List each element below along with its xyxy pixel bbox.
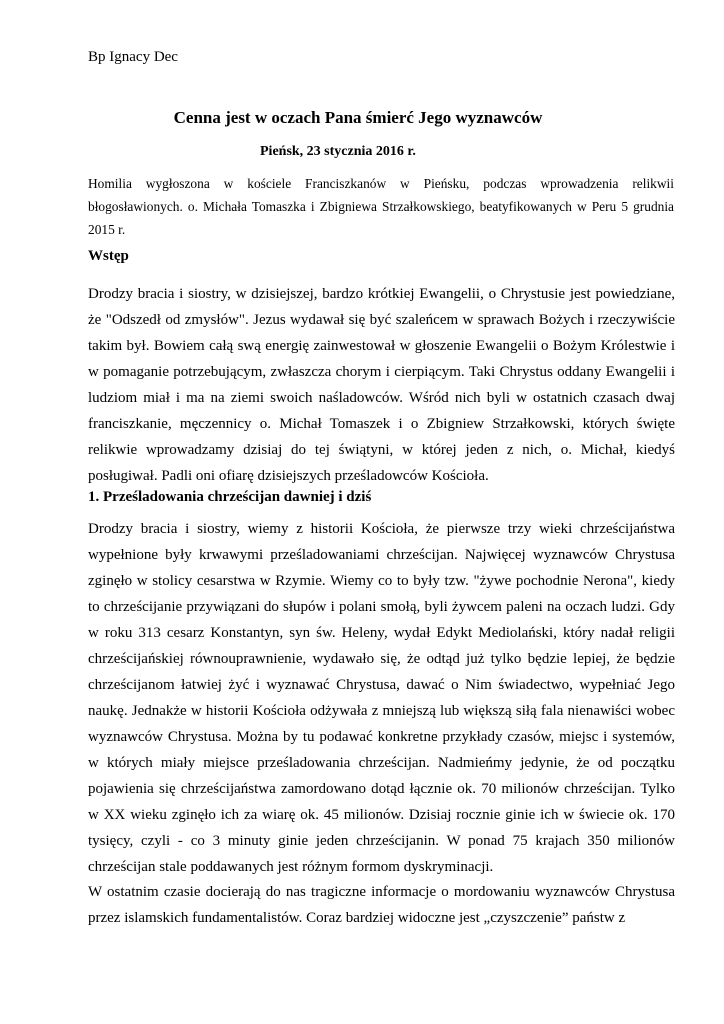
section-heading-persecutions: 1. Prześladowania chrześcijan dawniej i dziś	[88, 489, 372, 505]
place-date: Pieńsk, 23 stycznia 2016 r.	[260, 144, 416, 159]
document-title	[0, 108, 724, 128]
section-paragraph-persecutions: Drodzy bracia i siostry, wiemy z historii Kościoła, że pierwsze trzy wieki chrześcijaństwa wypełnione były krwawymi prześladowaniami chrześcijan. Najwięcej wyznawców Chrystusa zginęło w stolicy cesarstwa w Rzymie. Wiemy co to były tzw. "żywe pochodnie Nerona", kiedy to chrześcijanie przywiązani do słupów i polani smołą, byli żywcem paleni na oczach ludzi. Gdy w roku 313 cesarz Konstantyn, syn św. Heleny, wydał Edykt Mediolański, który nadał religii chrześcijańskiej równouprawnienie, wydawało się, że odtąd już tylko będzie lepiej, że będzie chrześcijanom łatwiej żyć i wyznawać Chrystusa, dawać o Nim świadectwo, wypełniać Jego naukę. Jednakże w historii Kościoła odżywała z mniejszą lub większą siłą fala nienawiści wobec wyznawców Chrystusa. Można by tu podawać konkretne przykłady czasów, miejsc i systemów, w których miały miejsce prześladowania chrześcijan. Nadmieńmy jedynie, że od początku pojawienia się chrześcijaństwa zamordowano dotąd łącznie ok. 70 milionów chrześcijan. Tylko w XX wieku zginęło ich za wiarę ok. 45 milionów. Dzisiaj rocznie ginie ich w świecie ok. 170 tysięcy, czyli - co 3 minuty ginie jeden chrześcijanin. W ponad 75 krajach 350 milionów chrześcijan stale poddawanych jest różnym formom dyskryminacji.	[88, 521, 675, 875]
document-title-text: Cenna jest w oczach Pana śmierć Jego wyznawców	[173, 108, 543, 127]
intro-paragraph: Homilia wygłoszona w kościele Franciszkanów w Pieńsku, podczas wprowadzenia relikwii błogosławionych. o. Michała Tomaszka i Zbigniewa Strzałkowskiego, beatyfikowanych w Peru 5 grudnia 2015 r.	[88, 176, 674, 237]
section-paragraph-introduction: Drodzy bracia i siostry, w dzisiejszej, bardzo krótkiej Ewangelii, o Chrystusie jest powiedziane, że "Odszedł od zmysłów". Jezus wydawał się być szaleńcem w sprawach Bożych i rzeczywiście takim był. Bowiem całą swą energię zainwestował w głoszenie Ewangelii o Bożym Królestwie i w pomaganie potrzebującym, zwłaszcza chorym i cierpiącym. Taki Chrystus oddany Ewangelii i ludziom miał i ma na ziemi swoich naśladowców. Wśród nich byli w ostatnich czasach dwaj franciszkanie, męczennicy o. Michał Tomaszek i o Zbigniew Strzałkowski, których święte relikwie wprowadzamy dzisiaj do tej świątyni, w której jeden z nich, o. Michał, kiedyś posługiwał. Padli oni ofiarę dzisiejszych prześladowców Kościoła.	[88, 286, 675, 484]
section-heading-introduction: Wstęp	[88, 248, 129, 264]
section-paragraph-persecutions-continued: W ostatnim czasie docierają do nas tragiczne informacje o mordowaniu wyznawców Chrystusa przez islamskich fundamentalistów. Coraz bardziej widoczne jest „czyszczenie” państw z	[88, 884, 675, 926]
author-line: Bp Ignacy Dec	[88, 49, 178, 65]
